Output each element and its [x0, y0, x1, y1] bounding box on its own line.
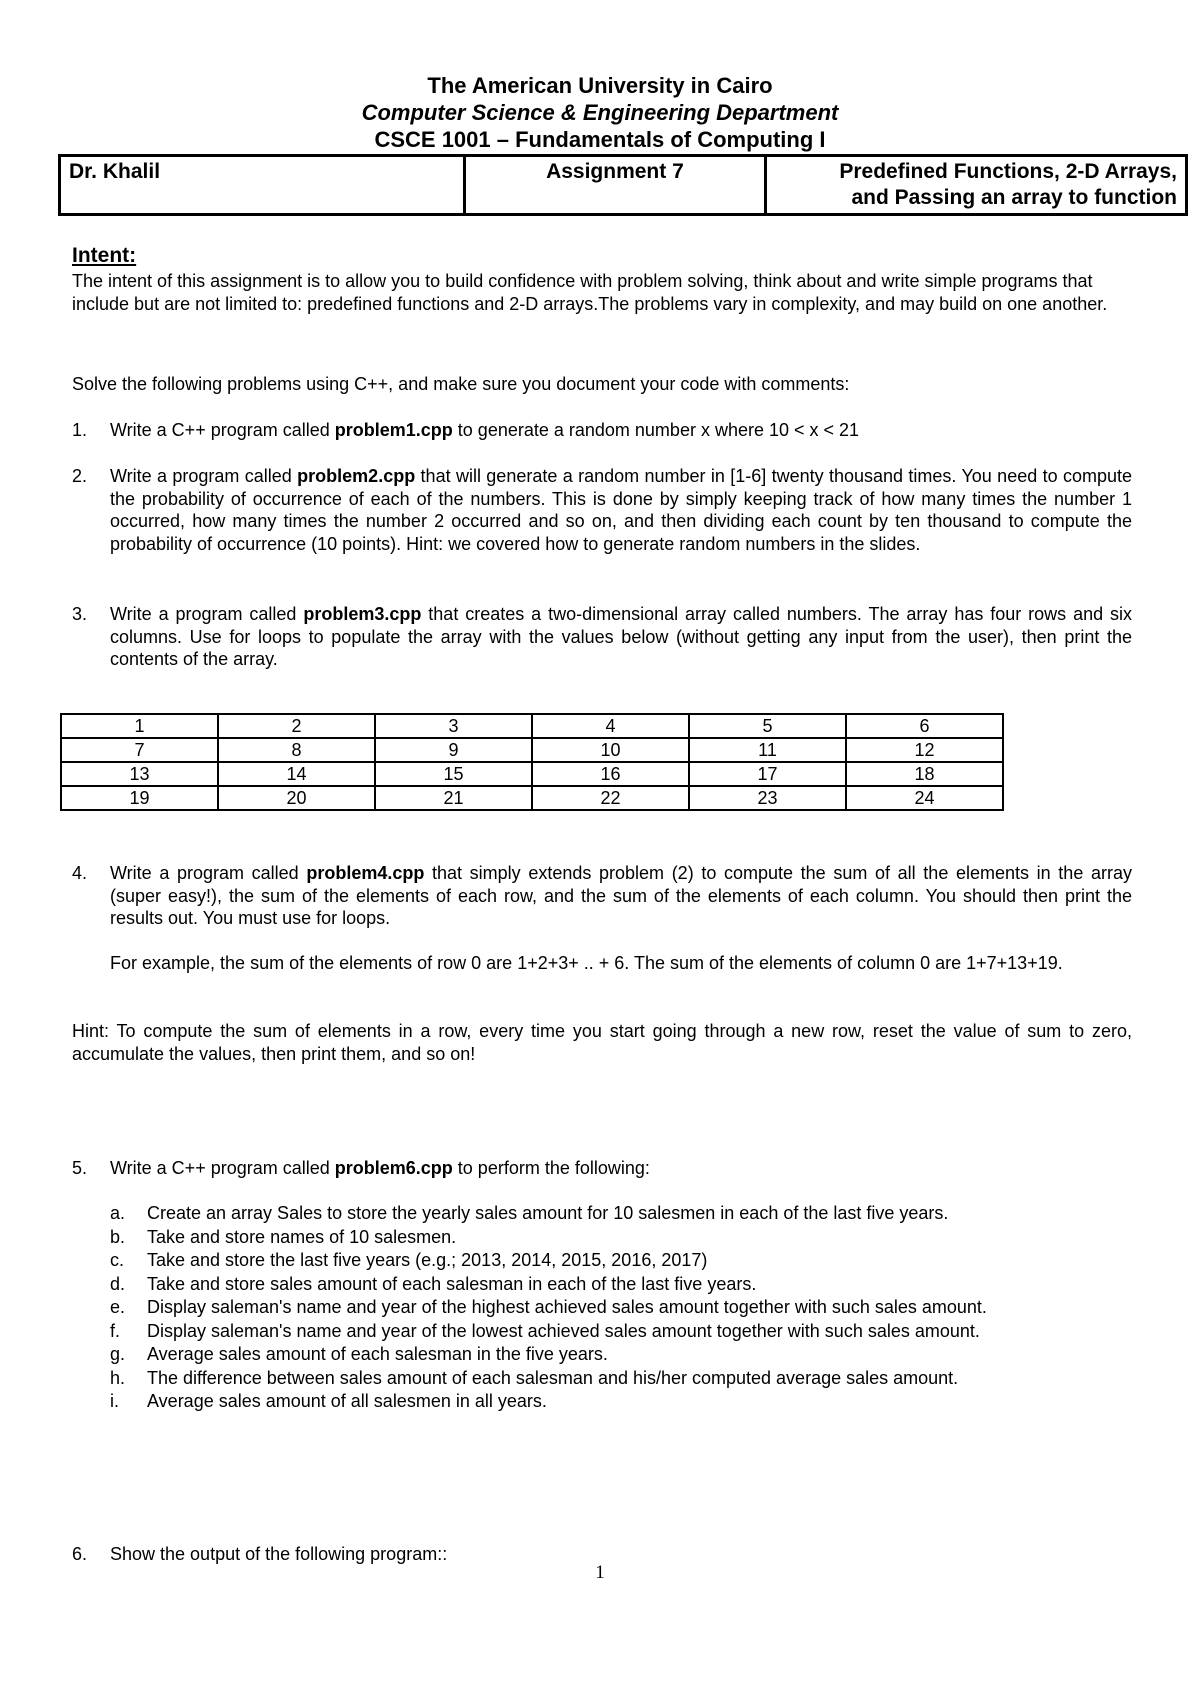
table-cell: 7 [61, 738, 218, 762]
example-text: For example, the sum of the elements of row 0 are 1+2+3+ .. + 6. The sum of the elements of column 0 are 1+7+13+19. [110, 953, 1063, 973]
page-number: 1 [595, 1562, 605, 1583]
subitem-letter: h. [110, 1367, 126, 1388]
subitem-letter: a. [110, 1203, 126, 1223]
subitem-letter: e. [110, 1297, 126, 1317]
table-cell: 8 [218, 738, 375, 762]
table-cell: 24 [846, 786, 1003, 810]
university-name: The American University in Cairo [427, 73, 773, 98]
filename: problem4.cpp [306, 863, 425, 883]
problem-text: to perform the following: [452, 1158, 650, 1178]
problem-text: Write a program called [110, 863, 307, 883]
subitem-letter: c. [110, 1250, 125, 1270]
problem-number: 5. [72, 1158, 88, 1178]
subitem-text: Take and store the last five years (e.g.; 2013, 2014, 2015, 2016, 2017) [147, 1250, 708, 1270]
instructor-cell: Dr. Khalil [60, 156, 465, 215]
hint: Hint: To compute the sum of elements in a row, every time you start going through a new row, reset the value of sum to zero, accumulate the values, then print them, and so on! [72, 1021, 1132, 1064]
table-cell: 21 [375, 786, 532, 810]
table-cell: 5 [689, 714, 846, 738]
table-cell: 14 [218, 762, 375, 786]
table-cell: 15 [375, 762, 532, 786]
subitem [110, 1226, 1120, 1250]
problem-number: 1. [72, 420, 88, 440]
problem-number: 4. [72, 863, 88, 883]
subitem-letter: g. [110, 1344, 126, 1364]
subitem [110, 1390, 1120, 1414]
table-cell: 3 [375, 714, 532, 738]
table-cell: 20 [218, 786, 375, 810]
table-cell: 18 [846, 762, 1003, 786]
subitem-text: Take and store sales amount of each salesman in each of the last five years. [147, 1273, 757, 1294]
course-title: CSCE 1001 – Fundamentals of Computing I [374, 127, 826, 152]
subitem-text: Display saleman's name and year of the highest achieved sales amount together with such sales amount. [147, 1297, 987, 1317]
subitem-letter: f. [110, 1320, 121, 1341]
problem-5 [72, 1157, 1132, 1180]
problem-text: Write a program called [110, 466, 298, 486]
topic-line-2: and Passing an array to function [851, 186, 1177, 209]
instructions: Solve the following problems using C++, and make sure you document your code with comments: [72, 374, 850, 394]
subitem [110, 1320, 1120, 1344]
department-name: Computer Science & Engineering Department [361, 100, 839, 125]
subitem-text: The difference between sales amount of each salesman and his/her computed average sales amount. [147, 1367, 959, 1388]
problem-number: 2. [72, 466, 88, 486]
table-cell: 1 [61, 714, 218, 738]
problem-number: 3. [72, 604, 88, 624]
intent-paragraph: The intent of this assignment is to allow you to build confidence with problem solving, think about and write simple programs that include but are not limited to: predefined functions and 2-D arrays.The problems vary in complexity, and may build on one another. [72, 271, 1108, 314]
subitem-text: Average sales amount of each salesman in the five years. [147, 1344, 608, 1364]
subitem-text: Display saleman's name and year of the lowest achieved sales amount together with such sales amount. [147, 1320, 980, 1341]
assignment-info-table [58, 154, 1188, 216]
table-cell: 12 [846, 738, 1003, 762]
subitem [110, 1273, 1120, 1297]
table-row [61, 714, 1003, 738]
problem-text: to generate a random number x where 10 < x < 21 [452, 420, 860, 440]
problem-text: Write a program called [110, 604, 304, 624]
filename: problem2.cpp [297, 466, 416, 486]
problem-text: that simply extends problem (2) to compute the sum of all the elements in the array (super easy!), the sum of the elements of each row, and the sum of the elements of each column. You should then print the results out. You must use for loops. [110, 863, 1132, 928]
table-cell: 6 [846, 714, 1003, 738]
topic-line-1: Predefined Functions, 2-D Arrays, [839, 160, 1177, 183]
problem-text: Write a C++ program called [110, 1158, 335, 1178]
subitem [110, 1249, 1120, 1273]
problem-2 [72, 465, 1132, 555]
filename: problem6.cpp [334, 1158, 453, 1178]
problem-text: that creates a two-dimensional array called numbers. The array has four rows and six columns. Use for loops to populate the array with the values below (without getting any input from the user), then print the contents of the array. [110, 604, 1132, 669]
table-cell: 11 [689, 738, 846, 762]
table-cell: 17 [689, 762, 846, 786]
table-cell: 16 [532, 762, 689, 786]
subitem [110, 1296, 1120, 1320]
subitem-text: Create an array Sales to store the yearly sales amount for 10 salesmen in each of the last five years. [147, 1203, 949, 1223]
table-cell: 9 [375, 738, 532, 762]
problem-4-example [72, 952, 1132, 975]
subitem-letter: i. [110, 1391, 119, 1411]
subitem [110, 1202, 1120, 1226]
problem-5-subitems [110, 1202, 1120, 1414]
table-row [61, 786, 1003, 810]
filename: problem3.cpp [303, 604, 422, 624]
table-cell: 2 [218, 714, 375, 738]
table-row [61, 762, 1003, 786]
subitem [110, 1343, 1120, 1367]
problem-number: 6. [72, 1544, 88, 1564]
table-row [61, 738, 1003, 762]
subitem [110, 1367, 1120, 1391]
intent-heading: Intent: [72, 244, 137, 267]
problem-3 [72, 603, 1132, 671]
problem-4 [72, 862, 1132, 930]
subitem-text: Take and store names of 10 salesmen. [147, 1226, 457, 1247]
table-cell: 19 [61, 786, 218, 810]
table-cell: 10 [532, 738, 689, 762]
subitem-text: Average sales amount of all salesmen in all years. [147, 1391, 547, 1411]
problem-text: Show the output of the following program:: [110, 1544, 448, 1564]
problem-text: that will generate a random number in [1-6] twenty thousand times. You need to compute the probability of occurrence of each of the numbers. This is done by simply keeping track of how many times the number 1 occurred, how many times the number 2 occurred and so on, and then dividing each count by ten thousand to compute the probability of occurrence (10 points). Hint: we covered how to generate random numbers in the slides. [110, 466, 1132, 554]
table-cell: 22 [532, 786, 689, 810]
subitem-letter: d. [110, 1273, 126, 1294]
numbers-table [60, 713, 1004, 811]
subitem-letter: b. [110, 1226, 126, 1247]
table-cell: 13 [61, 762, 218, 786]
problem-text: Write a C++ program called [110, 420, 335, 440]
filename: problem1.cpp [334, 420, 453, 440]
table-cell: 23 [689, 786, 846, 810]
assignment-cell: Assignment 7 [464, 156, 765, 215]
table-cell: 4 [532, 714, 689, 738]
topic-cell [766, 156, 1187, 215]
problem-1 [72, 419, 1132, 442]
